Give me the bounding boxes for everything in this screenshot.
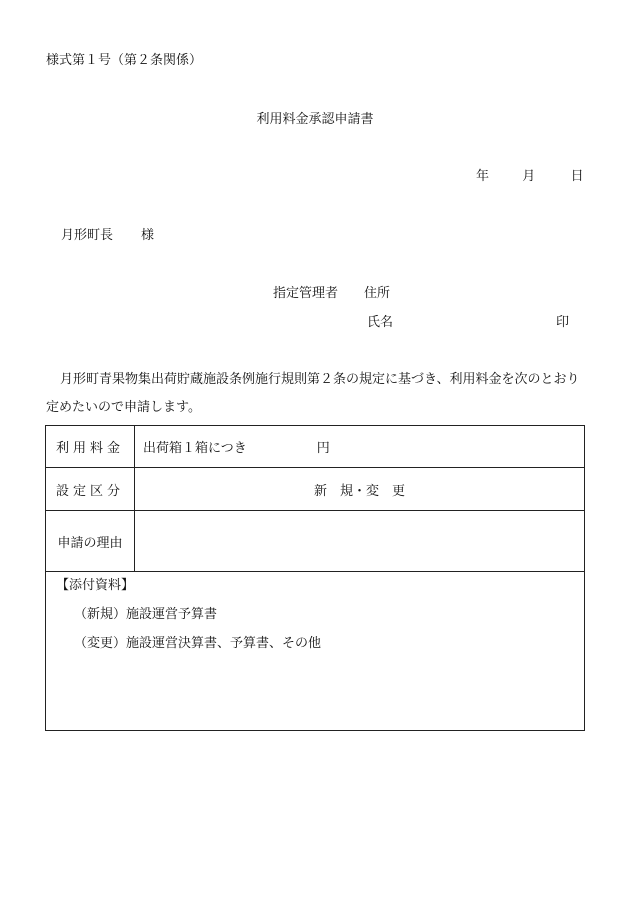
table-row bbox=[46, 572, 585, 731]
fee-value-cell bbox=[135, 426, 585, 468]
addressee bbox=[61, 228, 154, 244]
body-text: 月形町青果物集出荷貯蔵施設条例施行規則第２条の規定に基づき、利用料金を次のとおり定めたいので申請します。 bbox=[46, 372, 580, 415]
document-title: 利用料金承認申請書 bbox=[256, 112, 374, 127]
table-row bbox=[46, 426, 585, 468]
table-row bbox=[46, 468, 585, 511]
fee-unit: 円 bbox=[316, 441, 330, 456]
table-row bbox=[46, 511, 585, 572]
name-label: 氏名 bbox=[367, 315, 394, 330]
fee-value: 出荷箱１箱につき bbox=[143, 441, 247, 456]
attachments-heading: 【添付資料】 bbox=[56, 578, 135, 593]
date-line bbox=[476, 169, 584, 185]
addressee-honorific: 様 bbox=[141, 228, 155, 243]
attachment-item: （新規）施設運営予算書 bbox=[74, 607, 218, 622]
date-month: 月 bbox=[522, 169, 536, 184]
seal-mark: 印 bbox=[556, 315, 570, 330]
date-year: 年 bbox=[476, 169, 490, 184]
category-value: 新 規・変 更 bbox=[135, 468, 585, 511]
fee-label: 利用料金 bbox=[46, 426, 135, 468]
category-label: 設定区分 bbox=[46, 468, 135, 511]
applicant-address-row bbox=[273, 286, 390, 302]
attachments-cell bbox=[46, 572, 585, 731]
form-number: 様式第１号（第２条関係） bbox=[46, 53, 203, 68]
addressee-name: 月形町長 bbox=[61, 228, 114, 243]
reason-label: 申請の理由 bbox=[46, 511, 135, 572]
reason-value bbox=[135, 511, 585, 572]
date-day: 日 bbox=[570, 169, 584, 184]
attachment-item: （変更）施設運営決算書、予算書、その他 bbox=[74, 636, 322, 651]
applicant-role: 指定管理者 bbox=[273, 286, 339, 301]
application-table bbox=[45, 425, 585, 731]
address-label: 住所 bbox=[364, 286, 391, 301]
